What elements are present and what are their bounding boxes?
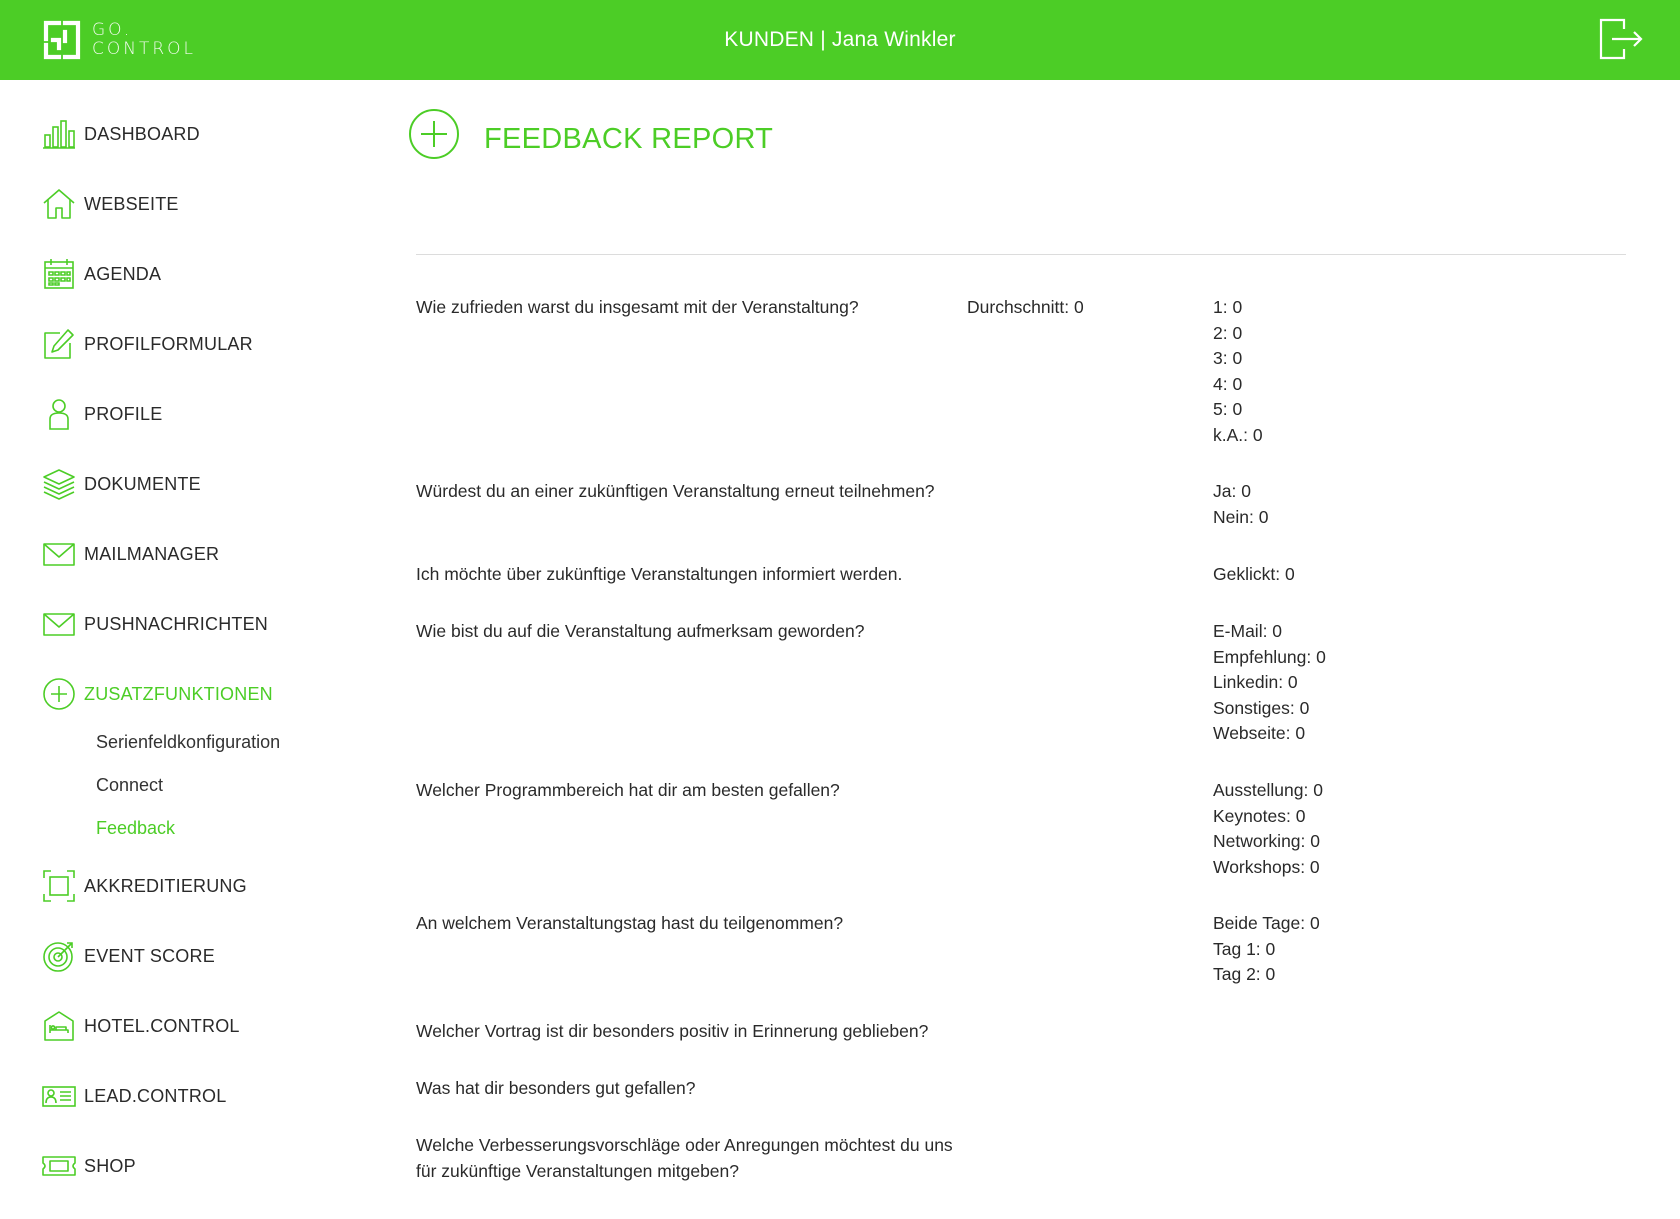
- scan-frame-icon: [42, 869, 76, 903]
- sidebar-item-akkreditierung[interactable]: [42, 866, 247, 906]
- answer-list: [1213, 911, 1320, 988]
- calendar-icon: [42, 257, 76, 291]
- answer-count: E-Mail: 0: [1213, 621, 1283, 641]
- answer-count: 2: 0: [1213, 322, 1243, 343]
- sidebar-item-label: SHOP: [84, 1155, 136, 1176]
- answer-count: Webseite: 0: [1213, 723, 1306, 743]
- answer-count: k.A.: 0: [1213, 424, 1263, 445]
- mail-icon: [42, 537, 76, 571]
- logout-icon[interactable]: [1598, 17, 1644, 61]
- target-icon: [42, 939, 76, 973]
- sidebar-item-profile[interactable]: [42, 394, 162, 434]
- sidebar-item-label: PROFILE: [84, 403, 163, 424]
- question-text: Welche Verbesserungsvorschläge oder Anregungen möchtest du uns für zukünftige Veranstaltungen mitgeben?: [416, 1135, 953, 1181]
- sidebar-item-agenda[interactable]: [42, 254, 161, 294]
- sidebar-item-label: DOKUMENTE: [84, 473, 201, 494]
- answer-list: [1213, 479, 1268, 530]
- answer-list: [1213, 619, 1326, 747]
- id-card-icon: [42, 1079, 76, 1113]
- answer-count: Tag 2: 0: [1213, 964, 1276, 984]
- answer-count: Keynotes: 0: [1213, 805, 1306, 826]
- edit-icon: [42, 327, 76, 361]
- main-content: [390, 80, 1680, 1219]
- top-bar: [0, 0, 1680, 80]
- answer-list: [1213, 295, 1263, 448]
- question-text: Wie zufrieden warst du insgesamt mit der Veranstaltung?: [416, 297, 859, 317]
- answer-list: [1213, 778, 1323, 880]
- answer-count: Tag 1: 0: [1213, 938, 1276, 959]
- sidebar-item-zusatzfunktionen[interactable]: [42, 674, 273, 714]
- ticket-icon: [42, 1149, 76, 1183]
- question-text: Würdest du an einer zukünftigen Veranstaltung erneut teilnehmen?: [416, 481, 935, 501]
- answer-count: 4: 0: [1213, 373, 1243, 394]
- sidebar-item-label: WEBSEITE: [84, 193, 179, 214]
- plus-circle-icon[interactable]: [408, 108, 460, 160]
- sidebar-item-label: PUSHNACHRICHTEN: [84, 613, 269, 634]
- header-title: KUNDEN | Jana Winkler: [724, 28, 956, 51]
- answer-count: Beide Tage: 0: [1213, 913, 1320, 933]
- subitem-feedback[interactable]: Feedback: [96, 818, 176, 838]
- answer-count: 3: 0: [1213, 348, 1243, 368]
- sidebar-item-label: AGENDA: [84, 263, 162, 284]
- sidebar-item-label: DASHBOARD: [84, 123, 200, 144]
- subitem-connect[interactable]: Connect: [96, 775, 164, 795]
- sidebar-item-hotel-control[interactable]: [42, 1006, 240, 1046]
- answer-count: Empfehlung: 0: [1213, 646, 1326, 667]
- sidebar-item-webseite[interactable]: [42, 184, 179, 224]
- home-icon: [42, 187, 76, 221]
- sidebar-item-label: MAILMANAGER: [84, 543, 220, 564]
- answer-count: Networking: 0: [1213, 831, 1320, 851]
- sidebar-item-dokumente[interactable]: [42, 464, 201, 504]
- sidebar-item-mailmanager[interactable]: [42, 534, 219, 574]
- question-text: Welcher Programmbereich hat dir am besten gefallen?: [416, 780, 840, 800]
- sidebar-item-label: EVENT SCORE: [84, 945, 215, 966]
- sidebar-item-dashboard[interactable]: [42, 114, 200, 154]
- page-title: FEEDBACK REPORT: [484, 122, 774, 155]
- sidebar-item-label: HOTEL.CONTROL: [84, 1015, 240, 1036]
- question-text: Wie bist du auf die Veranstaltung aufmerksam geworden?: [416, 621, 865, 641]
- sidebar-item-label: LEAD.CONTROL: [84, 1085, 227, 1106]
- question-text: Ich möchte über zukünftige Veranstaltungen informiert werden.: [416, 564, 903, 584]
- page-header: [408, 108, 773, 160]
- answer-count: Ja: 0: [1213, 481, 1251, 501]
- answer-count: 1: 0: [1213, 297, 1243, 317]
- question-average: Durchschnitt: 0: [967, 297, 1084, 317]
- sidebar: [0, 80, 390, 1219]
- sidebar-item-lead-control[interactable]: [42, 1076, 226, 1116]
- sidebar-item-pushnachrichten[interactable]: [42, 604, 268, 644]
- hotel-icon: [42, 1009, 76, 1043]
- answer-count: Linkedin: 0: [1213, 672, 1298, 692]
- layers-icon: [42, 467, 76, 501]
- user-icon: [42, 397, 76, 431]
- answer-count: 5: 0: [1213, 399, 1243, 419]
- answer-count: Ausstellung: 0: [1213, 780, 1323, 800]
- mail-icon: [42, 607, 76, 641]
- plus-circle-icon: [42, 677, 76, 711]
- answer-count: Geklickt: 0: [1213, 564, 1295, 584]
- sidebar-item-label: PROFILFORMULAR: [84, 333, 253, 354]
- question-text: Welcher Vortrag ist dir besonders positiv in Erinnerung geblieben?: [416, 1021, 929, 1041]
- sidebar-item-profilformular[interactable]: [42, 324, 253, 364]
- sidebar-item-shop[interactable]: [42, 1146, 136, 1186]
- sidebar-item-label: ZUSATZFUNKTIONEN: [84, 683, 273, 704]
- bar-chart-icon: [42, 117, 76, 151]
- logo-line-2: CONTROL: [92, 39, 197, 59]
- sidebar-item-label: AKKREDITIERUNG: [84, 875, 247, 896]
- question-text: An welchem Veranstaltungstag hast du teilgenommen?: [416, 913, 844, 933]
- sidebar-item-event-score[interactable]: [42, 936, 215, 976]
- logo-line-1: GO.: [92, 20, 133, 40]
- answer-count: Nein: 0: [1213, 506, 1269, 527]
- answer-count: Workshops: 0: [1213, 856, 1320, 877]
- subitem-serienfeldkonfiguration[interactable]: Serienfeldkonfiguration: [96, 732, 281, 752]
- divider: [416, 254, 1626, 255]
- question-text: Was hat dir besonders gut gefallen?: [416, 1078, 696, 1098]
- answer-count: Sonstiges: 0: [1213, 697, 1310, 718]
- answer-list: [1213, 562, 1295, 588]
